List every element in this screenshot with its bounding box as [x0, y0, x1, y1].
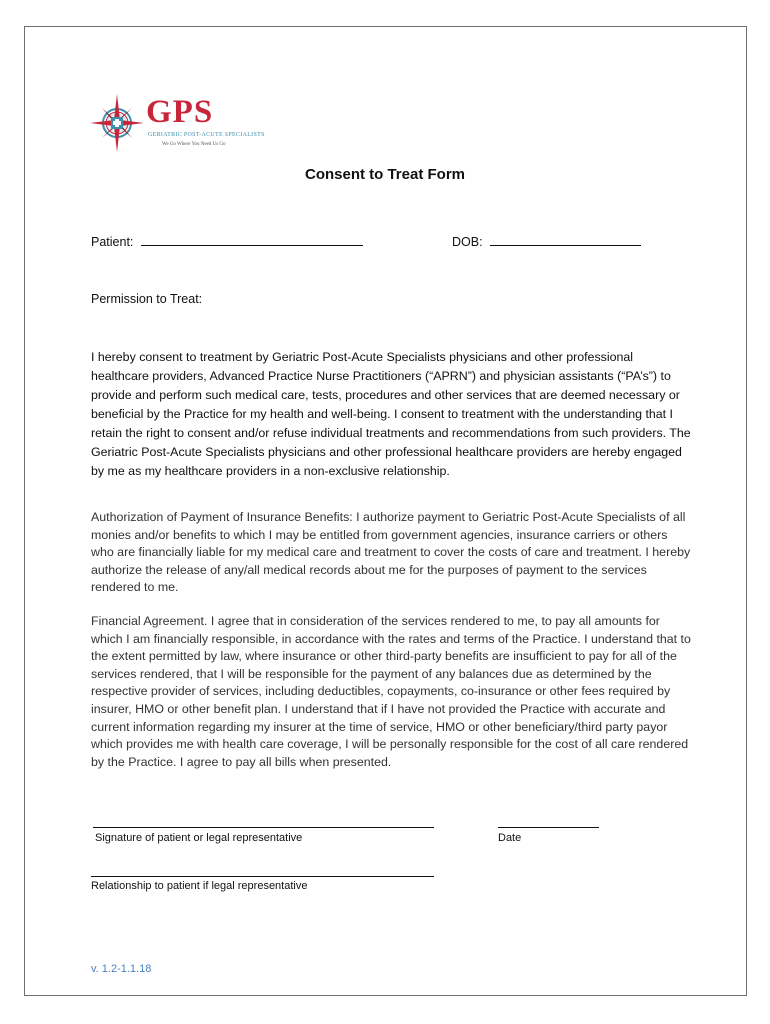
- dob-field: [452, 233, 641, 249]
- date-label: Date: [498, 832, 522, 844]
- authorization-paragraph: Authorization of Payment of Insurance Benefits: I authorize payment to Geriatric Post-Acute Specialists of all monies and/or benefits to which I may be entitled from government agencies, insurance carriers or others who are financially liable for my medical care and treatment to cover the costs of care and treatment. I hereby authorize the release of any/all medical records about me for the purposes of payment to the services rendered to me.: [91, 510, 691, 594]
- form-title: Consent to Treat Form: [304, 166, 465, 183]
- logo-tagline: We Go Where You Need Us Go: [162, 142, 226, 147]
- patient-label: Patient:: [91, 235, 134, 249]
- relationship-line[interactable]: [91, 876, 434, 877]
- version-label: v. 1.2-1.1.18: [91, 963, 152, 975]
- patient-field: [91, 233, 363, 249]
- signature-line[interactable]: [93, 827, 434, 828]
- compass-logo-icon: [90, 92, 148, 154]
- consent-paragraph: I hereby consent to treatment by Geriatric Post-Acute Specialists physicians and other professional healthcare providers, Advanced Practice Nurse Practitioners (“APRN”) and physician assistants (“PA’s”) to provide and perform such medical care, tests, procedures and other services that are deemed necessary or beneficial by the Practice for my health and well-being. I consent to treatment with the understanding that I retain the right to consent and/or refuse individual treatments and recommendations from such providers. The Geriatric Post-Acute Specialists physicians and other professional healthcare providers are hereby engaged by me as my healthcare providers in a non-exclusive relationship.: [91, 350, 691, 478]
- signature-label: Signature of patient or legal representative: [95, 832, 303, 844]
- financial-agreement-paragraph: Financial Agreement. I agree that in consideration of the services rendered to me, to pay all amounts for which I am financially responsible, in accordance with the rates and terms of the Practice. I understand that to the extent permitted by law, where insurance or other third-party benefits are insufficient to pay for all of the services rendered, that I will be responsible for the payment of any balances due as determined by the respective provider of services, including deductibles, copayments, co-insurance or other fees required by insurer, HMO or other benefit plan. I understand that if I have not provided the Practice with accurate and current information regarding my insurer at the time of service, HMO or other beneficiary/third party payor which provides me with health care coverage, I will be personally responsible for the cost of all care rendered by the Practice. I agree to pay all bills when presented.: [91, 614, 691, 769]
- permission-heading: Permission to Treat:: [91, 292, 203, 306]
- patient-input[interactable]: [141, 233, 363, 246]
- logo-wordmark: GPS: [146, 94, 214, 130]
- logo-subtitle: GERIATRIC POST-ACUTE SPECIALISTS: [148, 132, 265, 138]
- gps-logo: [90, 92, 265, 156]
- relationship-label: Relationship to patient if legal representative: [91, 880, 308, 892]
- dob-label: DOB:: [452, 235, 483, 249]
- dob-input[interactable]: [490, 233, 641, 246]
- date-line[interactable]: [498, 827, 599, 828]
